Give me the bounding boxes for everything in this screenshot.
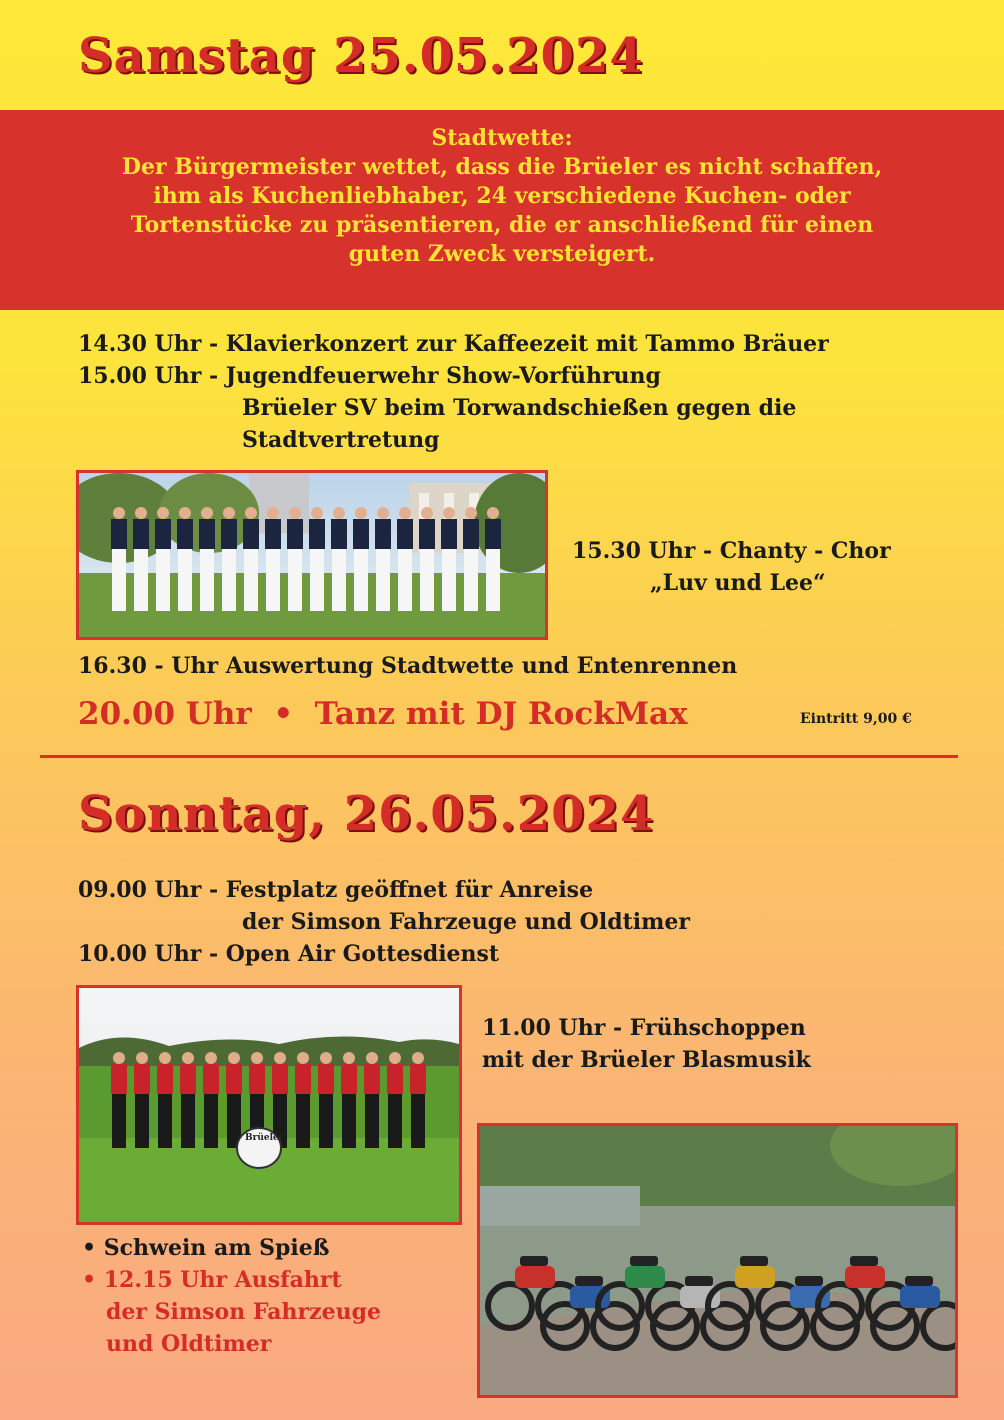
band-member <box>410 1052 426 1148</box>
band-member <box>387 1052 403 1148</box>
dance-event: 20.00 Uhr • Tanz mit DJ RockMax <box>78 696 688 732</box>
schedule-item-1630: 16.30 - Uhr Auswertung Stadtwette und Entenrennen <box>78 653 738 679</box>
schedule-item-0900: 09.00 Uhr - Festplatz geöffnet für Anreise <box>78 877 594 903</box>
choir-member <box>331 507 347 611</box>
choir-member <box>177 507 193 611</box>
schedule-item-1500-cont: Stadtvertretung <box>242 427 440 453</box>
band-member <box>318 1052 334 1148</box>
city-bet-banner <box>0 110 1004 310</box>
band-member <box>111 1052 127 1148</box>
choir-member <box>265 507 281 611</box>
band-member <box>157 1052 173 1148</box>
choir-name: „Luv und Lee“ <box>650 570 826 596</box>
bet-line: guten Zweck versteigert. <box>348 241 656 267</box>
bullet-item <box>82 1232 330 1264</box>
choir-member <box>419 507 435 611</box>
choir-member <box>441 507 457 611</box>
bullet-continuation: der Simson Fahrzeuge <box>106 1299 381 1325</box>
bet-line: Tortenstücke zu präsentieren, die er anschließend für einen <box>130 212 874 238</box>
choir-photo-image <box>79 473 545 637</box>
choir-member <box>397 507 413 611</box>
bullet-icon: • <box>82 1267 104 1293</box>
schedule-item-1500-cont: Brüeler SV beim Torwandschießen gegen die <box>242 395 797 421</box>
section-divider <box>40 755 958 758</box>
bullet-continuation: und Oldtimer <box>106 1331 272 1357</box>
bet-heading: Stadtwette: <box>431 125 573 151</box>
bullet-item <box>82 1264 342 1296</box>
admission-price: Eintritt 9,00 € <box>800 711 912 727</box>
bullet-text: 12.15 Uhr Ausfahrt <box>103 1267 342 1293</box>
choir-member <box>287 507 303 611</box>
choir-member <box>133 507 149 611</box>
band-member <box>203 1052 219 1148</box>
brass-band-name: mit der Brüeler Blasmusik <box>482 1047 811 1073</box>
band-member <box>180 1052 196 1148</box>
bet-line: ihm als Kuchenliebhaber, 24 verschiedene Kuchen- oder <box>153 183 851 209</box>
motorcycle-photo-image <box>480 1126 955 1395</box>
band-member <box>295 1052 311 1148</box>
drum-label: Brüeler <box>245 1133 284 1143</box>
schedule-item-1500: 15.00 Uhr - Jugendfeuerwehr Show-Vorführung <box>78 363 661 389</box>
brass-band-photo-image <box>79 988 459 1222</box>
schedule-item-1430: 14.30 Uhr - Klavierkonzert zur Kaffeezeit mit Tammo Bräuer <box>78 331 829 357</box>
brass-time: 11.00 Uhr - Frühschoppen <box>482 1015 806 1041</box>
choir-photo <box>76 470 548 640</box>
choir-time: 15.30 Uhr - Chanty - Chor <box>572 538 891 564</box>
bullet-icon: • <box>82 1235 104 1261</box>
choir-member <box>375 507 391 611</box>
band-member <box>134 1052 150 1148</box>
motorcycle-photo <box>477 1123 958 1398</box>
choir-member <box>155 507 171 611</box>
choir-member <box>353 507 369 611</box>
band-member <box>226 1052 242 1148</box>
choir-member <box>309 507 325 611</box>
brass-band-photo <box>76 985 462 1225</box>
band-member <box>364 1052 380 1148</box>
schedule-item-0900-cont: der Simson Fahrzeuge und Oldtimer <box>242 909 690 935</box>
choir-member <box>199 507 215 611</box>
bullet-text: Schwein am Spieß <box>103 1235 330 1261</box>
sunday-title: Sonntag, 26.05.2024 <box>78 786 655 842</box>
schedule-item-1000: 10.00 Uhr - Open Air Gottesdienst <box>78 941 500 967</box>
choir-member <box>111 507 127 611</box>
bet-line: Der Bürgermeister wettet, dass die Brüeler es nicht schaffen, <box>121 154 883 180</box>
choir-member <box>485 507 501 611</box>
choir-member <box>243 507 259 611</box>
saturday-title: Samstag 25.05.2024 <box>78 28 644 84</box>
choir-member <box>221 507 237 611</box>
choir-member <box>463 507 479 611</box>
band-member <box>341 1052 357 1148</box>
